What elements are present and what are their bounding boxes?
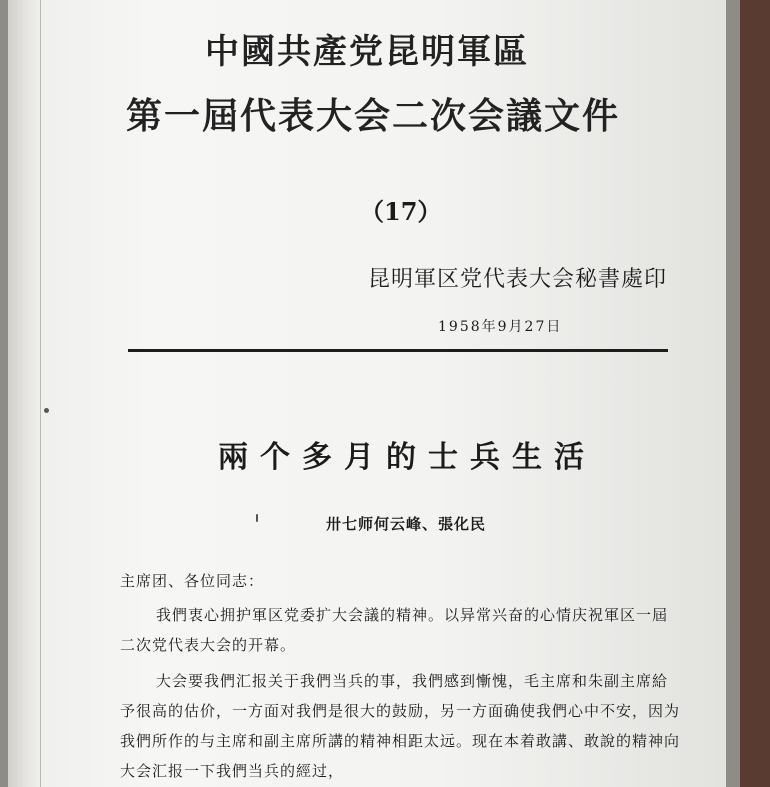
document-title-line1: 中國共產党昆明軍區 [205,32,529,72]
ink-speck [256,514,258,522]
publisher-line: 昆明軍区党代表大会秘書處印 [368,267,668,292]
document-title-line2: 第一屆代表大会二次会議文件 [125,95,620,137]
salutation: 主席团、各位同志： [120,572,265,590]
ink-speck [44,408,49,413]
issue-number: （17） [360,197,442,226]
publication-date: 1958年9月27日 [438,319,563,335]
paragraph: 大会要我們汇报关于我們当兵的事，我們感到慚愧，毛主席和朱副主席給予很高的估价，一方面对我們是很大的鼓励，另一方面确使我們心中不安，因为我們所作的与主席和副主席所講的精神相距太远。现在本着敢講、敢說的精神向大会汇报一下我們当兵的經过， [120,672,681,780]
article-title: 兩个多月的士兵生活 [218,440,596,475]
article-author: 卅七师何云峰、張化民 [326,515,487,533]
header-divider [128,349,668,352]
paragraph: 我們衷心拥护軍区党委扩大会議的精神。以异常兴奋的心情庆祝軍区一屆二次党代表大会的开幕。 [120,606,669,654]
document-page [8,0,726,787]
